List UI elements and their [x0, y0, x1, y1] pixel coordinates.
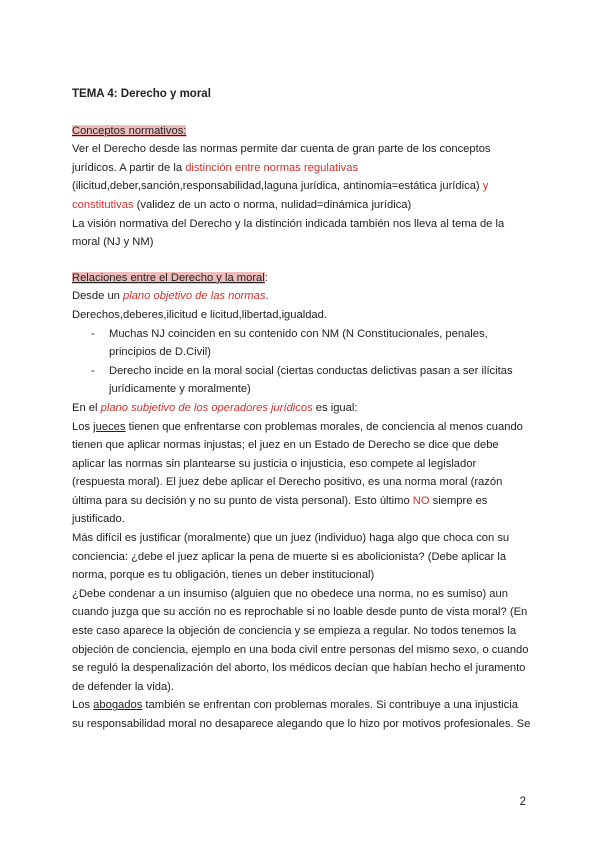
text-run: Ver el Derecho desde las normas permite dar cuenta de gran parte de los conceptos jurídicos. A partir de la [72, 143, 491, 174]
paragraph-insumiso: ¿Debe condenar a un insumiso (alguien que no obedece una norma, no es sumiso) aun cuando juzga que su acción no es reprochable si no loable desde punto de vista moral? (En este caso aparece la objeción de conciencia y se empieza a regular. No todos tenemos la objeción de conciencia, ejemplo en una boda civil entre personas del mismo sexo, o cuando se reguló la despenalización del aborto, los médicos decían que habían hecho el juramento de defender la vida). [72, 587, 529, 693]
text-run: siempre es justificado. [72, 494, 488, 526]
bullet-list [72, 325, 532, 399]
page-title: TEMA 4: Derecho y moral [72, 88, 211, 100]
text-run: es igual: [312, 401, 358, 414]
bullet-marker: - [91, 364, 95, 377]
text-run: En el [72, 401, 101, 414]
paragraph-abogados [72, 696, 532, 733]
page-number: 2 [519, 796, 526, 808]
text-run: Desde un [72, 290, 123, 303]
paragraph-normas [72, 140, 532, 214]
text-run: tienen que enfrentarse con problemas morales, de conciencia al menos cuando tienen que aplicar normas injustas; el juez en un Estado de Derecho se dice que debe aplicar las normas sin plantearse su justicia o injusticia, eso compete al legislador (respuesta moral). El juez debe aplicar el Derecho positivo, es una norma moral (razón última para su decisión y no su punto de vista personal). Esto último [72, 420, 523, 507]
list-item-text: Muchas NJ coinciden en su contenido con NM (N Constitucionales, penales, principios de D.Civil) [109, 327, 488, 359]
text-run: Los [72, 699, 94, 712]
text-run: Los [72, 420, 94, 433]
highlight-red-text: y constitutivas [72, 180, 489, 211]
list-item [91, 325, 532, 362]
line-derechos: Derechos,deberes,ilicitud e licitud,libertad,igualdad. [72, 308, 327, 321]
underlined-term: abogados [93, 699, 143, 712]
section-heading-relaciones [72, 269, 532, 288]
list-item-text: Derecho incide en la moral social (ciertas conductas delictivas pasan a ser ilícitas jurídicamente y moralmente) [109, 364, 513, 396]
heading-colon: : [264, 271, 268, 284]
text-run: (ilicitud,deber,sanción,responsabilidad,laguna jurídica, antinomia=estática jurídica) [72, 180, 483, 193]
underlined-term: jueces [93, 420, 126, 433]
highlight-red-text: NO [412, 494, 430, 507]
paragraph-dificil: Más difícil es justificar (moralmente) que un juez (individuo) haga algo que choca con su conciencia: ¿debe el juez aplicar la pena de muerte si es abolicionista? (Debe aplicar la norma, porque es tu obligación, tienes un deber institucional) [72, 532, 510, 582]
spacer [72, 252, 532, 269]
bullet-marker: - [91, 327, 95, 340]
line-plano-objetivo [72, 287, 532, 306]
text-run: (validez de un acto o norma, nulidad=dinámica jurídica) [133, 198, 412, 211]
highlight-red-italic-text: plano objetivo de las normas [123, 290, 266, 303]
paragraph-jueces [72, 418, 532, 530]
text-run: . [265, 290, 269, 303]
heading-text: Relaciones entre el Derecho y la moral [72, 271, 265, 284]
text-run: también se enfrentan con problemas morales. Si contribuye a una injusticia su responsabilidad moral no desaparece alegando que lo hizo por motivos profesionales. Se [72, 699, 531, 730]
list-item [91, 362, 532, 399]
section-heading-conceptos [72, 122, 532, 141]
heading-text: Conceptos normativos: [72, 124, 187, 137]
paragraph-vision: La visión normativa del Derecho y la distinción indicada también nos lleva al tema de la moral (NJ y NM) [72, 217, 505, 249]
page-content [72, 85, 532, 734]
highlight-red-text: distinción entre normas regulativas [185, 161, 359, 174]
line-plano-subjetivo [72, 399, 532, 418]
highlight-red-italic-text: plano subjetivo de los operadores jurídicos [100, 401, 313, 414]
